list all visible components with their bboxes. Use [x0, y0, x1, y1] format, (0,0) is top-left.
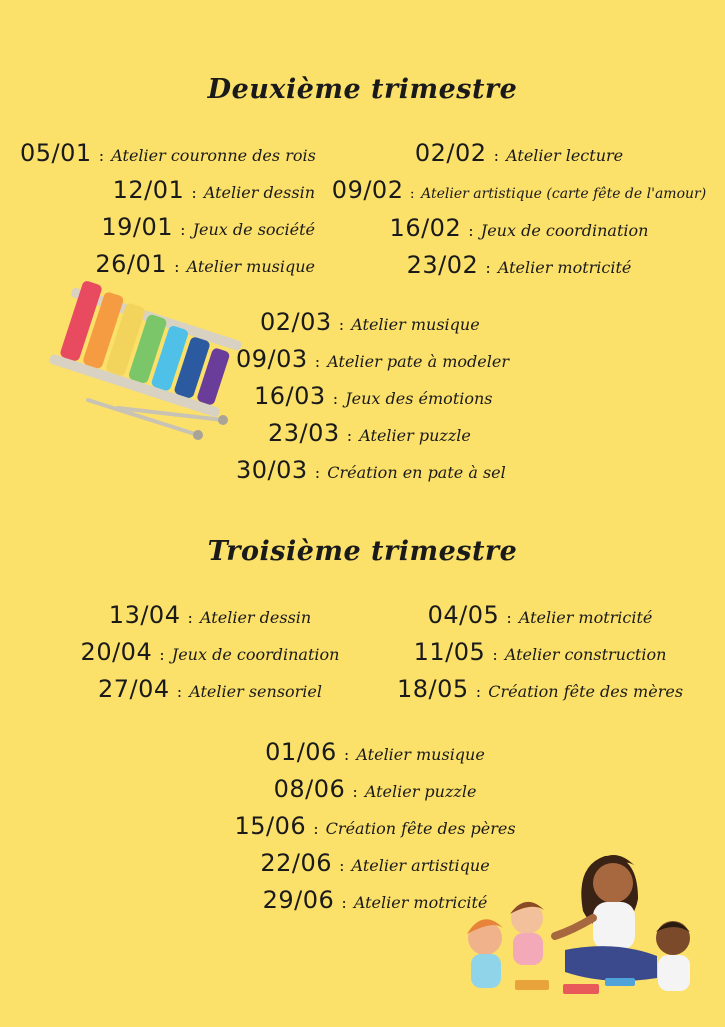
schedule-entry: 16/02 : Jeux de coordination [389, 214, 649, 242]
entry-activity: Atelier motricité [497, 258, 632, 277]
entry-date: 20/04 [80, 638, 153, 666]
schedule-entry: 30/03 : Création en pate à sel [236, 456, 506, 484]
schedule-entry: 02/03 : Atelier musique [260, 308, 480, 336]
schedule-april [60, 598, 360, 709]
schedule-entry: 09/03 : Atelier pate à modeler [236, 345, 509, 373]
entry-activity: Jeux de société [192, 220, 315, 239]
entry-date: 27/04 [97, 675, 170, 703]
entry-activity: Atelier sensoriel [189, 682, 323, 701]
schedule-entry: 04/05 : Atelier motricité [427, 601, 653, 629]
entry-date: 12/01 [112, 176, 185, 204]
entry-activity: Création fête des pères [325, 819, 516, 838]
entry-activity: Atelier musique [351, 315, 480, 334]
entry-activity: Atelier dessin [203, 183, 315, 202]
entry-activity: Création en pate à sel [327, 463, 506, 482]
schedule-january [20, 136, 315, 284]
schedule-february [318, 136, 720, 285]
schedule-entry: 15/06 : Création fête des pères [234, 812, 516, 840]
entry-date: 22/06 [260, 849, 332, 877]
schedule-entry: 23/03 : Atelier puzzle [268, 419, 471, 447]
schedule-march [230, 305, 510, 490]
schedule-entry: 11/05 : Atelier construction [413, 638, 667, 666]
entry-activity: Création fête des mères [488, 682, 684, 701]
schedule-entry: 20/04 : Jeux de coordination [80, 638, 340, 666]
entry-activity: Jeux de coordination [480, 221, 649, 240]
entry-date: 16/03 [254, 382, 326, 410]
entry-date: 19/01 [101, 213, 174, 241]
entry-date: 02/02 [414, 139, 487, 167]
teacher-with-children-illustration [455, 838, 710, 1003]
entry-date: 26/01 [95, 250, 167, 278]
schedule-entry: 12/01 : Atelier dessin [112, 176, 315, 204]
entry-date: 16/02 [389, 214, 462, 242]
schedule-entry: 27/04 : Atelier sensoriel [97, 675, 323, 703]
entry-activity: Atelier musique [356, 745, 485, 764]
schedule-entry: 13/04 : Atelier dessin [108, 601, 312, 629]
entry-date: 11/05 [413, 638, 486, 666]
entry-activity: Atelier puzzle [359, 426, 471, 445]
schedule-entry: 09/02 : Atelier artistique (carte fête de l'amour) [331, 176, 707, 204]
entry-activity: Atelier motricité [353, 893, 488, 912]
entry-date: 13/04 [108, 601, 181, 629]
schedule-entry: 26/01 : Atelier musique [95, 250, 315, 278]
entry-date: 01/06 [265, 738, 337, 766]
entry-date: 09/02 [331, 176, 404, 204]
entry-date: 08/06 [273, 775, 346, 803]
entry-date: 23/02 [406, 251, 479, 279]
schedule-entry: 18/05 : Création fête des mères [396, 675, 684, 703]
entry-activity: Atelier construction [504, 645, 667, 664]
entry-activity: Atelier artistique [351, 856, 490, 875]
entry-activity: Atelier dessin [200, 608, 312, 627]
entry-date: 18/05 [396, 675, 469, 703]
entry-activity: Atelier pate à modeler [327, 352, 509, 371]
entry-activity: Jeux des émotions [345, 389, 493, 408]
entry-date: 23/03 [268, 419, 340, 447]
schedule-entry: 05/01 : Atelier couronne des rois [20, 139, 316, 167]
entry-activity: Atelier motricité [518, 608, 653, 627]
schedule-entry: 01/06 : Atelier musique [265, 738, 485, 766]
entry-activity: Atelier lecture [506, 146, 624, 165]
entry-activity: Atelier puzzle [364, 782, 477, 801]
schedule-entry: 08/06 : Atelier puzzle [273, 775, 477, 803]
schedule-may [385, 598, 695, 709]
xylophone-illustration [48, 290, 238, 440]
schedule-entry: 02/02 : Atelier lecture [414, 139, 624, 167]
section-title-deuxieme-trimestre: Deuxième trimestre [207, 74, 518, 105]
section-title-troisieme-trimestre: Troisième trimestre [207, 536, 518, 567]
schedule-entry: 22/06 : Atelier artistique [260, 849, 490, 877]
schedule-entry: 29/06 : Atelier motricité [262, 886, 488, 914]
entry-date: 04/05 [427, 601, 500, 629]
entry-activity: Atelier couronne des rois [111, 146, 316, 165]
entry-activity: Atelier artistique (carte fête de l'amour) [421, 186, 707, 202]
schedule-entry: 16/03 : Jeux des émotions [254, 382, 493, 410]
schedule-entry: 23/02 : Atelier motricité [406, 251, 632, 279]
entry-date: 02/03 [260, 308, 332, 336]
entry-activity: Atelier musique [186, 257, 315, 276]
entry-date: 09/03 [236, 345, 308, 373]
entry-date: 29/06 [262, 886, 335, 914]
schedule-entry: 19/01 : Jeux de société [101, 213, 315, 241]
entry-date: 05/01 [20, 139, 92, 167]
entry-date: 15/06 [234, 812, 307, 840]
entry-date: 30/03 [236, 456, 308, 484]
entry-activity: Jeux de coordination [171, 645, 340, 664]
